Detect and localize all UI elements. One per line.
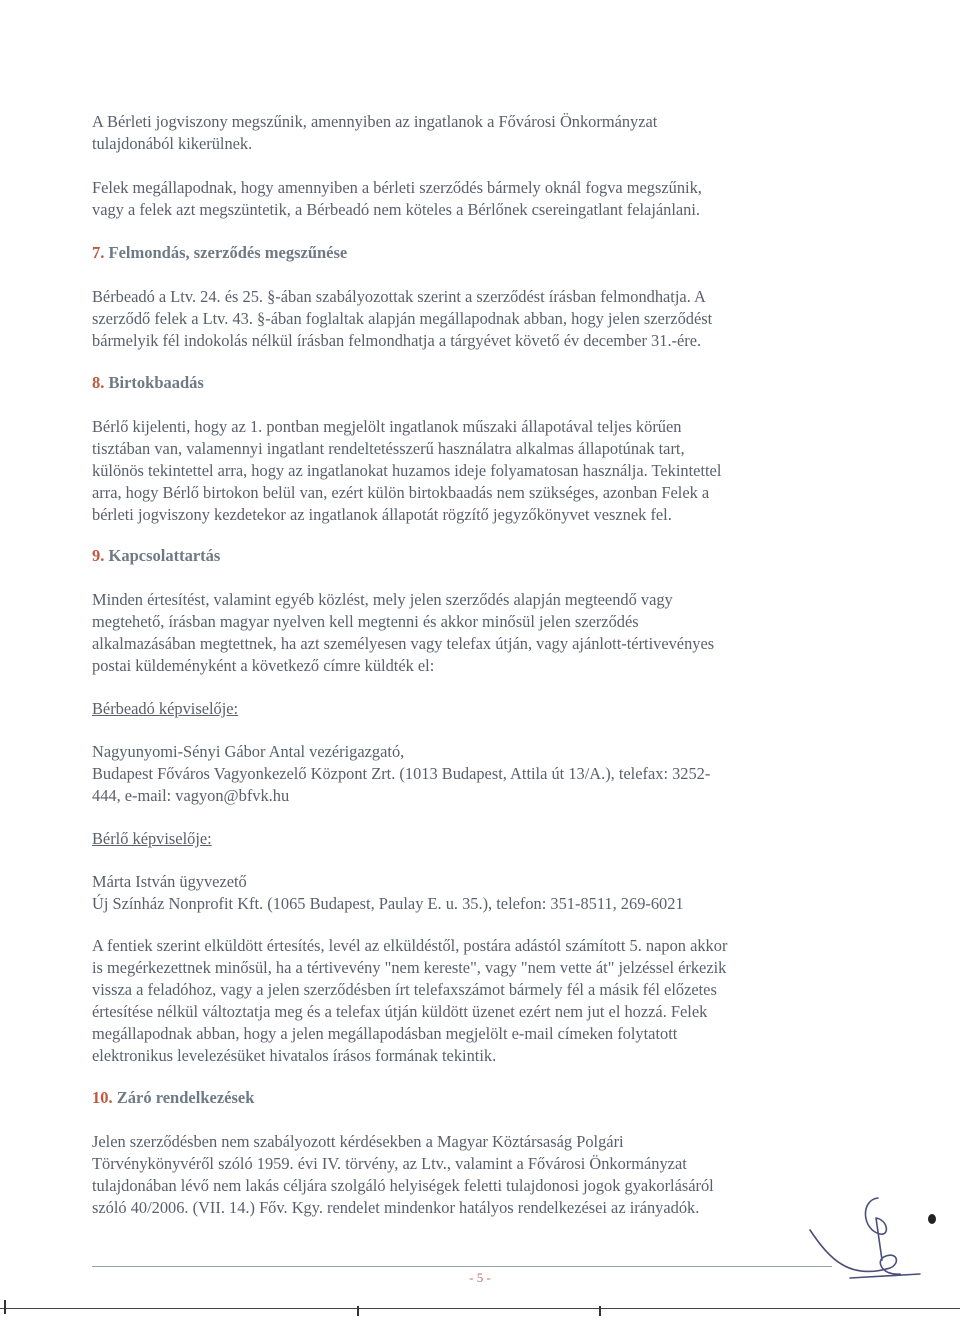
page-number: - 5 - [469,1270,491,1285]
text-line: arra, hogy Bérlő birtokon belül van, ezért külön birtokbaadás nem szükséges, azonban Felek a [92,483,710,502]
footer-divider [92,1266,832,1267]
section-10-paragraph [92,1131,832,1219]
text-line: Minden értesítést, valamint egyéb közlést, mely jelen szerződés alapján megteendő vagy [92,590,673,609]
text-line: szóló 40/2006. (VII. 14.) Főv. Kgy. rendelet mindenkor hatályos rendelkezései az irányadók. [92,1198,700,1217]
intro-paragraph-1 [92,111,832,155]
label-text: Bérbeadó képviselője: [92,699,239,718]
lessor-representative-label [92,698,832,720]
text-line: elektronikus levelezésüket hivatalos írásos formának tekintik. [92,1046,497,1065]
section-title: Kapcsolattartás [108,546,221,565]
representative-contact: 444, e-mail: vagyon@bfvk.hu [92,786,290,805]
section-title: Felmondás, szerződés megszűnése [108,243,348,262]
text-line: tisztában van, valamennyi ingatlant rendeltetésszerű használatra alkalmas állapotúnak tart, [92,439,685,458]
section-8-paragraph [92,416,832,526]
label-text: Bérlő képviselője: [92,829,212,848]
representative-address: Budapest Főváros Vagyonkezelő Központ Zrt. (1013 Budapest, Attila út 13/A.), telefax: 3252- [92,764,711,783]
text-line: is megérkezettnek minősül, ha a tértivevény "nem kereste", vagy "nem vette át" jelzéssel érkezik [92,958,727,977]
text-line: Jelen szerződésben nem szabályozott kérdésekben a Magyar Köztársaság Polgári [92,1132,624,1151]
representative-name: Márta István ügyvezető [92,872,247,891]
section-10-heading [92,1088,254,1108]
text-line: Bérbeadó a Ltv. 24. és 25. §-ában szabályozottak szerint a szerződést írásban felmondhatja. A [92,287,706,306]
section-title: Birtokbaadás [108,373,204,392]
section-7-paragraph [92,286,832,352]
section-7-heading [92,243,347,263]
text-line: Törvénykönyvéről szóló 1959. évi IV. törvény, az Ltv., valamint a Fővárosi Önkormányzat [92,1154,687,1173]
text-line: bérleti jogviszony kezdetekor az ingatlanok állapotát rögzítő jegyzőkönyvet vesznek fel. [92,505,672,524]
representative-name: Nagyunyomi-Sényi Gábor Antal vezérigazgató, [92,742,405,761]
section-number: 9. [92,546,105,565]
text-line: A fentiek szerint elküldött értesítés, levél az elküldéstől, postára adástól számított 5. napon akkor [92,936,728,955]
text-line: szerződő felek a Ltv. 43. §-ában foglaltak alapján megállapodnak abban, hogy jelen szerződést [92,309,713,328]
section-9-heading [92,546,220,566]
tenant-representative-details [92,871,832,915]
text-line: Felek megállapodnak, hogy amennyiben a bérleti szerződés bármely oknál fogva megszűnik, [92,178,702,197]
tenant-representative-label [92,828,832,850]
text-line: Bérlő kijelenti, hogy az 1. pontban megjelölt ingatlanok műszaki állapotával teljes körűen [92,417,682,436]
section-number: 10. [92,1088,113,1107]
text-line: tulajdonából kikerülnek. [92,134,253,153]
section-number: 8. [92,373,105,392]
text-line: megtehető, írásban magyar nyelven kell megtenni és akkor minősül jelen szerződés [92,612,639,631]
text-line: különös tekintettel arra, hogy az ingatlanokat huzamos ideje folyamatosan használja. Tekintettel [92,461,722,480]
ink-mark [928,1214,936,1224]
intro-paragraph-2 [92,177,832,221]
notice-paragraph [92,935,832,1067]
text-line: alkalmazásában megtettnek, ha azt személyesen vagy telefax útján, vagy ajánlott-tértivevényes [92,634,715,653]
text-line: vissza a feladóhoz, vagy a jelen szerződésben írt telefaxszámot bármely fél a másik fél előzetes [92,980,717,999]
text-line: bármelyik fél indokolás nélkül írásban felmondhatja a tárgyévet követő év december 31.-ére. [92,331,702,350]
scan-edge-line [0,1308,960,1309]
representative-address: Új Színház Nonprofit Kft. (1065 Budapest, Paulay E. u. 35.), telefon: 351-8511, 269-6021 [92,894,684,913]
section-number: 7. [92,243,105,262]
text-line: értesítése nélkül változtatja meg és a telefax útján küldött üzenet ezért nem jut el hozzá. Felek [92,1002,708,1021]
section-8-heading [92,373,204,393]
text-line: tulajdonában lévő nem lakás céljára szolgáló helyiségek feletti tulajdonosi jogok gyakorlásáról [92,1176,714,1195]
section-9-paragraph [92,589,832,677]
lessor-representative-details [92,741,832,807]
text-line: megállapodnak abban, hogy a jelen megállapodásban megjelölt e-mail címeken folytatott [92,1024,678,1043]
scan-edge-mark [357,1306,359,1316]
text-line: postai küldeményként a következő címre küldték el: [92,656,435,675]
scan-edge-mark [4,1300,6,1314]
scan-edge-mark [599,1306,601,1316]
text-line: vagy a felek azt megszüntetik, a Bérbeadó nem köteles a Bérlőnek csereingatlant felajánlani. [92,200,701,219]
section-title: Záró rendelkezések [116,1088,255,1107]
text-line: A Bérleti jogviszony megszűnik, amennyiben az ingatlanok a Fővárosi Önkormányzat [92,112,658,131]
